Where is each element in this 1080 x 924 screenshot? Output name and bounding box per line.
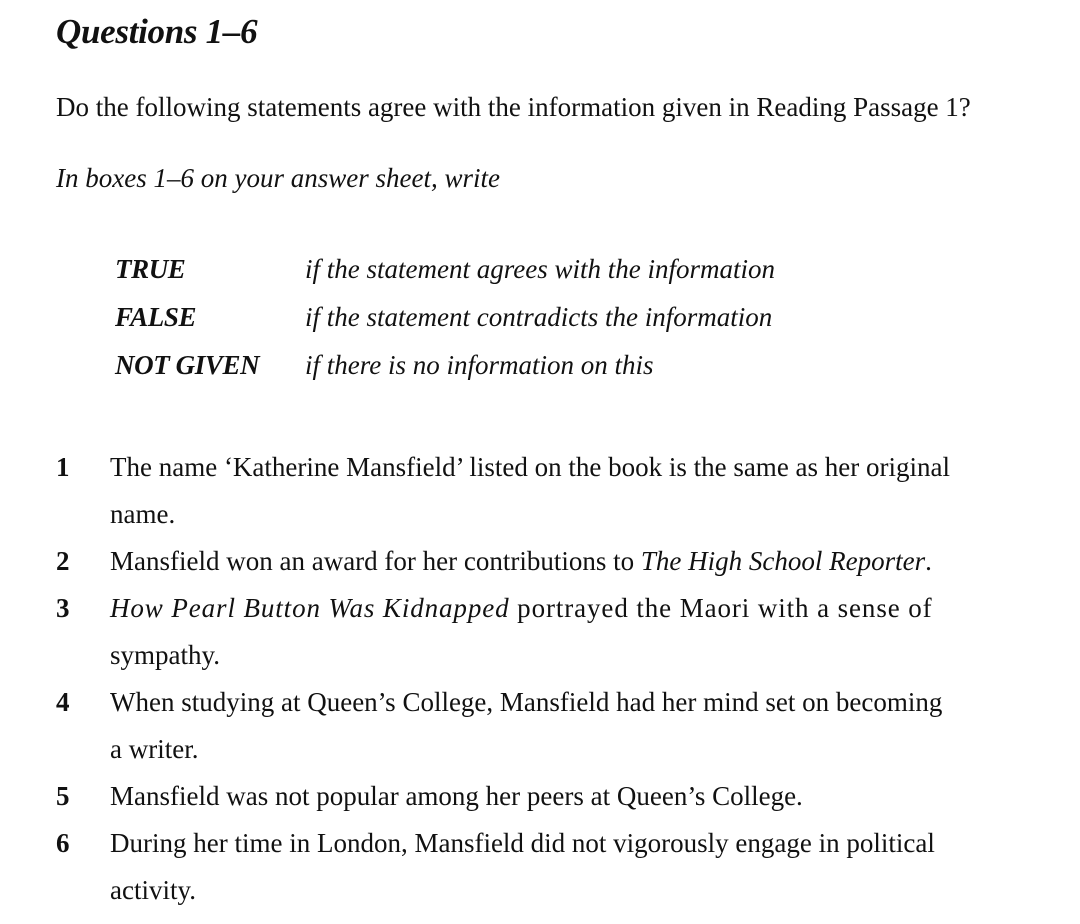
instruction-text: In boxes 1–6 on your answer sheet, write	[56, 163, 500, 193]
legend-key: NOT GIVEN	[115, 350, 260, 380]
question-text	[110, 538, 996, 585]
question-item	[56, 444, 996, 538]
question-number: 1	[56, 452, 70, 482]
question-item	[56, 679, 996, 773]
intro-text: Do the following statements agree with the information given in Reading Passage 1?	[56, 92, 971, 122]
question-item	[56, 820, 996, 914]
question-line: a writer.	[110, 734, 199, 764]
question-list	[56, 444, 996, 914]
section-heading: Questions 1–6	[56, 12, 258, 51]
question-line: portrayed the Maori with a sense of	[509, 593, 933, 623]
legend-key: TRUE	[115, 254, 186, 284]
question-number: 2	[56, 546, 70, 576]
question-item	[56, 538, 996, 585]
question-line: Mansfield won an award for her contributions to	[110, 546, 641, 576]
legend-description: if the statement contradicts the information	[305, 302, 773, 332]
question-item	[56, 585, 996, 679]
question-line: During her time in London, Mansfield did not vigorously engage in political	[110, 828, 935, 858]
question-text	[110, 820, 996, 914]
question-number: 3	[56, 593, 70, 623]
question-number: 4	[56, 687, 70, 717]
legend-description: if the statement agrees with the information	[305, 254, 775, 284]
question-line: When studying at Queen’s College, Mansfield had her mind set on becoming	[110, 687, 943, 717]
question-text	[110, 444, 996, 538]
question-line: sympathy.	[110, 640, 220, 670]
answer-legend	[115, 254, 835, 398]
question-text	[110, 679, 996, 773]
question-line: Mansfield was not popular among her peers at Queen’s College.	[110, 781, 803, 811]
question-line: .	[925, 546, 932, 576]
publication-title: The High School Reporter	[640, 546, 926, 576]
question-line: name.	[110, 499, 176, 529]
question-number: 6	[56, 828, 70, 858]
legend-row-false	[115, 302, 835, 350]
legend-key: FALSE	[115, 302, 197, 332]
story-title: How Pearl Button Was Kidnapped	[110, 593, 510, 623]
legend-row-not-given	[115, 350, 835, 398]
legend-row-true	[115, 254, 835, 302]
question-number: 5	[56, 781, 70, 811]
legend-description: if there is no information on this	[305, 350, 654, 380]
question-item	[56, 773, 996, 820]
question-text	[110, 773, 996, 820]
question-line: activity.	[110, 875, 196, 905]
question-line: The name ‘Katherine Mansfield’ listed on the book is the same as her original	[110, 452, 950, 482]
question-text	[110, 585, 996, 679]
